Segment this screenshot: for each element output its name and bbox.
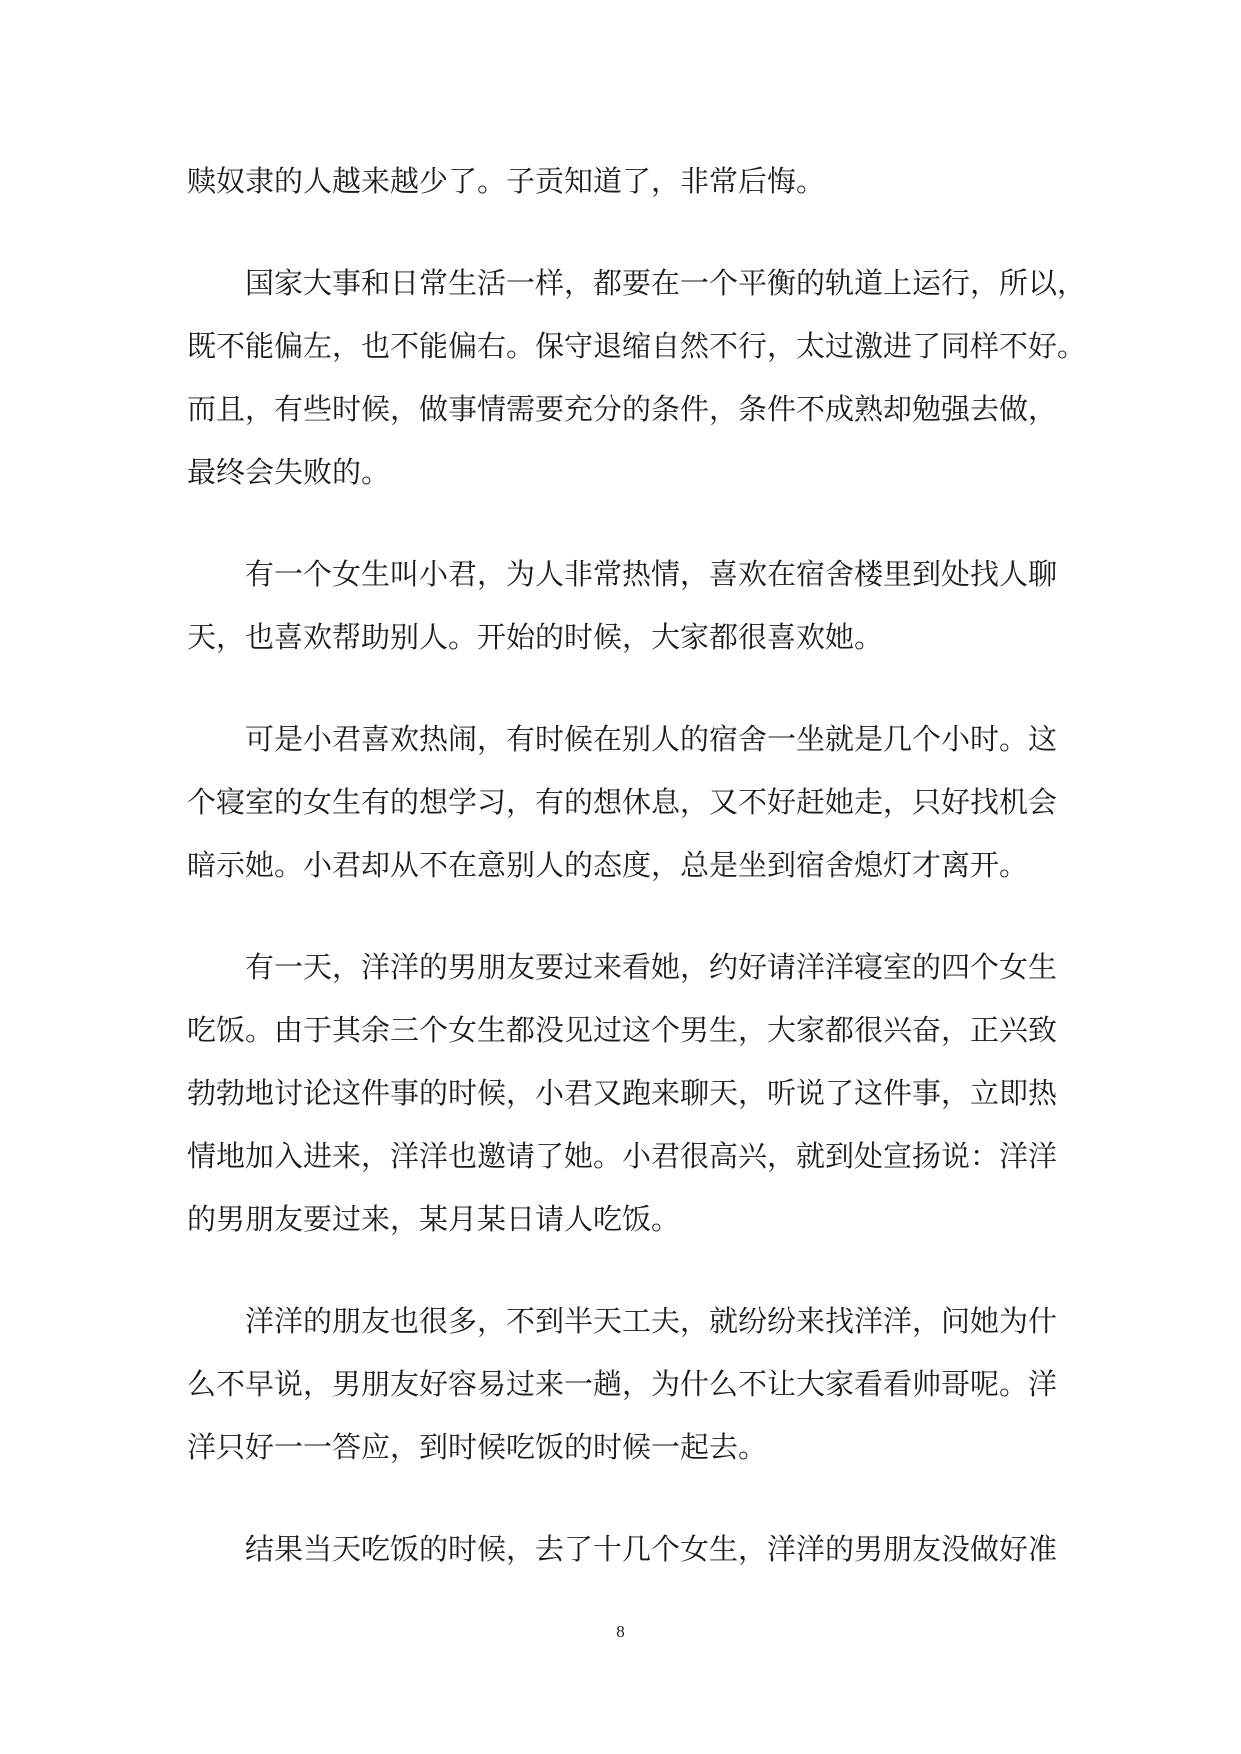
- page-number: 8: [616, 1622, 625, 1641]
- paragraph-7: [187, 1518, 1067, 1581]
- text-line: 天，也喜欢帮助别人。开始的时候，大家都很喜欢她。: [187, 620, 884, 654]
- text-line: 有一个女生叫小君，为人非常热情，喜欢在宿舍楼里到处找人聊: [245, 557, 1058, 591]
- paragraph-5: [187, 936, 1067, 1251]
- text-line: 勃勃地讨论这件事的时候，小君又跑来聊天，听说了这件事，立即热: [187, 1076, 1058, 1110]
- text-line: 么不早说，男朋友好容易过来一趟，为什么不让大家看看帅哥呢。洋: [187, 1367, 1058, 1401]
- paragraph-3: [187, 543, 1067, 669]
- paragraph-4: [187, 708, 1067, 897]
- text-line: 洋只好一一答应，到时候吃饭的时候一起去。: [187, 1430, 768, 1464]
- text-line: 个寝室的女生有的想学习，有的想休息，又不好赶她走，只好找机会: [187, 785, 1058, 819]
- text-line: 有一天，洋洋的男朋友要过来看她，约好请洋洋寝室的四个女生: [245, 950, 1058, 984]
- text-line: 最终会失败的。: [187, 455, 391, 489]
- text-line: 既不能偏左，也不能偏右。保守退缩自然不行，太过激进了同样不好。: [187, 329, 1087, 363]
- text-line: 赎奴隶的人越来越少了。子贡知道了，非常后悔。: [187, 164, 826, 198]
- text-line: 暗示她。小君却从不在意别人的态度，总是坐到宿舍熄灯才离开。: [187, 848, 1029, 882]
- text-line: 洋洋的朋友也很多，不到半天工夫，就纷纷来找洋洋，问她为什: [245, 1304, 1058, 1338]
- paragraph-6: [187, 1290, 1067, 1479]
- paragraph-2: [187, 252, 1087, 504]
- text-line: 情地加入进来，洋洋也邀请了她。小君很高兴，就到处宣扬说：洋洋: [187, 1139, 1058, 1173]
- paragraph-1: [187, 150, 1067, 213]
- text-line: 的男朋友要过来，某月某日请人吃饭。: [187, 1202, 681, 1236]
- text-line: 吃饭。由于其余三个女生都没见过这个男生，大家都很兴奋，正兴致: [187, 1013, 1058, 1047]
- text-line: 国家大事和日常生活一样，都要在一个平衡的轨道上运行，所以，: [245, 266, 1087, 300]
- body-text: [187, 150, 1087, 1620]
- text-line: 结果当天吃饭的时候，去了十几个女生，洋洋的男朋友没做好准: [245, 1532, 1058, 1566]
- text-line: 可是小君喜欢热闹，有时候在别人的宿舍一坐就是几个小时。这: [245, 722, 1058, 756]
- text-line: 而且，有些时候，做事情需要充分的条件，条件不成熟却勉强去做，: [187, 392, 1058, 426]
